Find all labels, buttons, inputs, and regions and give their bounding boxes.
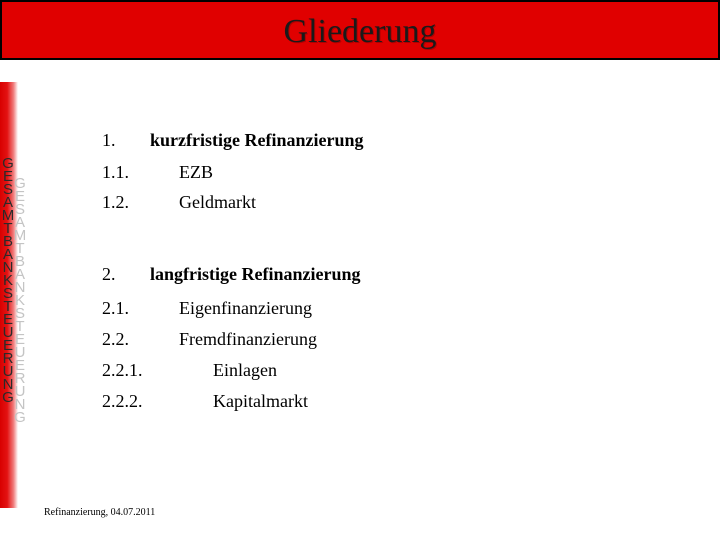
outline-item: Einlagen xyxy=(213,360,277,380)
outline-number: 1. xyxy=(102,130,116,150)
outline-number: 2. xyxy=(102,264,116,284)
outline-heading: kurzfristige Refinanzierung xyxy=(150,130,364,150)
outline-number: 2.1. xyxy=(102,298,129,318)
outline-heading: langfristige Refinanzierung xyxy=(150,264,361,284)
side-caption-shadow: GESAMTBANKSTEUERUNG xyxy=(13,175,27,426)
outline-number: 1.2. xyxy=(102,192,129,212)
slide-title: Gliederung xyxy=(283,13,437,50)
side-caption: GESAMTBANKSTEUERUNG xyxy=(1,155,15,406)
outline-number: 2.2. xyxy=(102,329,129,349)
outline-item: Eigenfinanzierung xyxy=(179,298,312,318)
outline-number: 1.1. xyxy=(102,162,129,182)
outline-item: Geldmarkt xyxy=(179,192,256,212)
outline-item: EZB xyxy=(179,162,213,182)
outline-number: 2.2.2. xyxy=(102,391,143,411)
outline-number: 2.2.1. xyxy=(102,360,143,380)
outline-item: Fremdfinanzierung xyxy=(179,329,317,349)
footer-text: Refinanzierung, 04.07.2011 xyxy=(44,507,156,518)
outline-item: Kapitalmarkt xyxy=(213,391,308,411)
